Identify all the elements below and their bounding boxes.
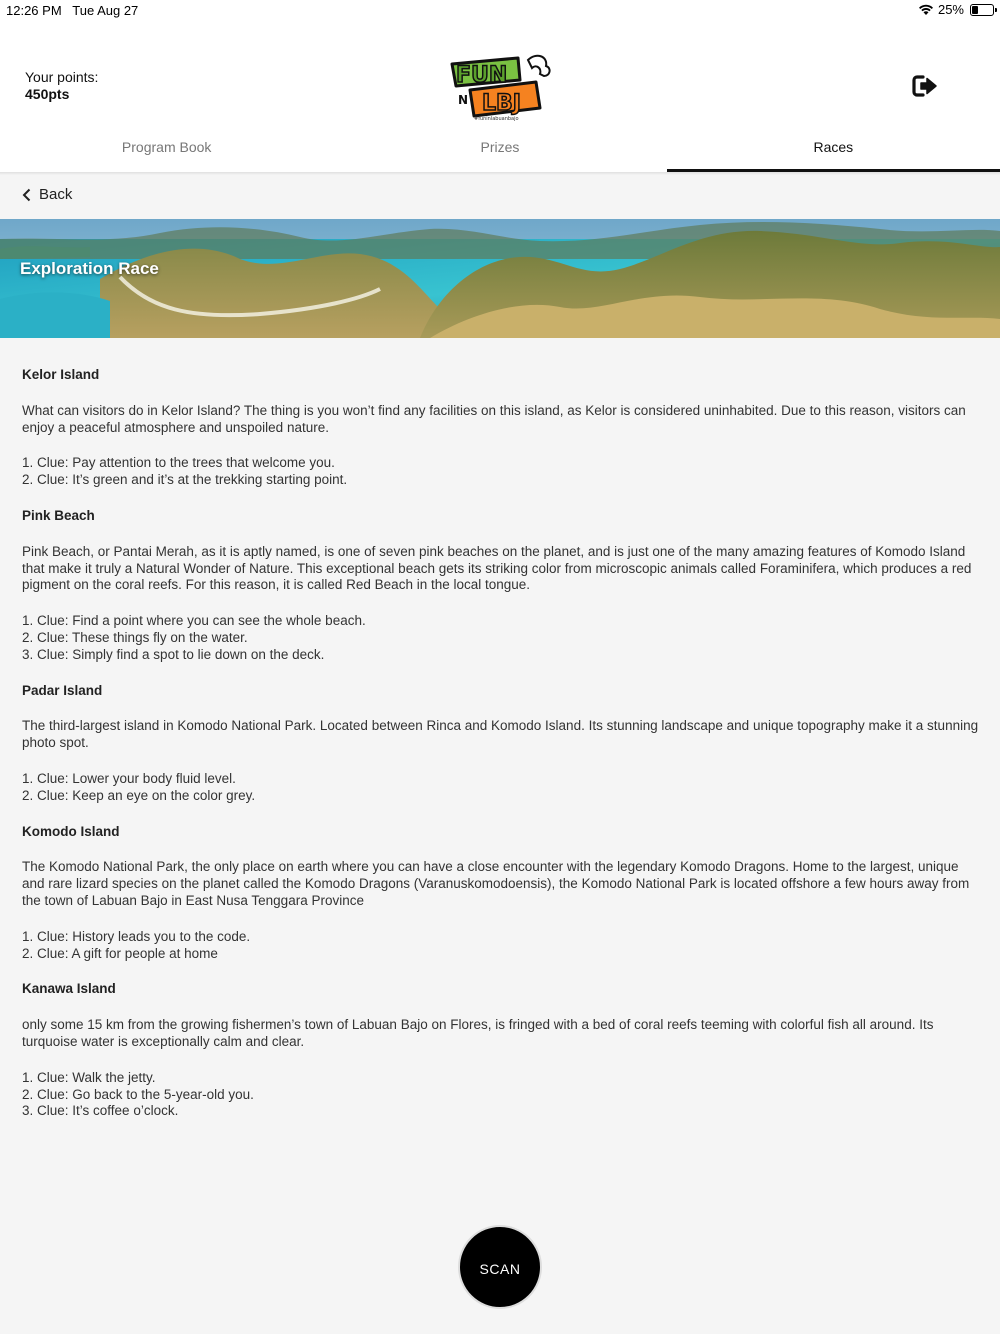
section-title: Pink Beach xyxy=(22,507,95,523)
clue-item: 2. Clue: A gift for people at home xyxy=(22,945,218,961)
svg-text:N: N xyxy=(458,93,469,107)
clue-list xyxy=(22,455,982,489)
clue-item: 1. Clue: History leads you to the code. xyxy=(22,928,251,944)
svg-text:FUN: FUN xyxy=(456,63,508,88)
clue-list xyxy=(22,613,982,663)
battery-icon xyxy=(970,4,994,16)
scan-button[interactable]: SCAN xyxy=(458,1225,542,1309)
banner-title: Exploration Race xyxy=(20,259,159,278)
points-value: 450pts xyxy=(25,86,70,102)
section-description: Pink Beach, or Pantai Merah, as it is aptly named, is one of seven pink beaches on the planet, and is just one of the many amazing features of Komodo Island that make it truly a Natural Wonder of Nature. This exceptional beach gets its striking color from microscopic animals called Foraminifera, which produces a red pigment on the coral reefs. For this reason, it is called Red Beach in the local tongue. xyxy=(22,543,972,593)
wifi-icon xyxy=(918,4,934,16)
section-kelor-island xyxy=(22,367,982,489)
section-pink-beach xyxy=(22,508,982,664)
clue-item: 2. Clue: Go back to the 5-year-old you. xyxy=(22,1086,254,1102)
tab-races[interactable]: Races xyxy=(667,126,1000,172)
clue-item: 2. Clue: Keep an eye on the color grey. xyxy=(22,787,256,803)
section-description: only some 15 km from the growing fishermen’s town of Labuan Bajo on Flores, is fringed with a bed of coral reefs teeming with colorful fish all around. Its turquoise water is exceptionally calm and clear. xyxy=(22,1017,934,1049)
back-button[interactable] xyxy=(22,186,72,203)
points-label: Your points: xyxy=(25,69,99,85)
section-title: Komodo Island xyxy=(22,823,120,839)
section-kanawa-island xyxy=(22,981,982,1120)
section-title: Kelor Island xyxy=(22,367,100,382)
status-right xyxy=(918,2,994,17)
race-banner xyxy=(0,219,1000,338)
clue-item: 1. Clue: Lower your body fluid level. xyxy=(22,770,236,786)
clue-item: 1. Clue: Walk the jetty. xyxy=(22,1069,156,1085)
clue-list xyxy=(22,1070,982,1120)
points-display xyxy=(25,69,98,103)
clue-item: 2. Clue: It’s green and it’s at the trekking starting point. xyxy=(22,472,348,488)
race-content xyxy=(22,367,982,1139)
clue-item: 3. Clue: Simply find a spot to lie down on the deck. xyxy=(22,646,325,662)
fun-lbj-logo xyxy=(448,50,552,122)
tab-bar xyxy=(0,126,1000,172)
section-description: The Komodo National Park, the only place on earth where you can have a close encounter with the legendary Komodo Dragons. Home to the largest, unique and rare lizard species on the planet called the Komodo Dragons (Varanuskomodoensis), the Komodo National Park is located offshore a few hours away from the town of Labuan Bajo in East Nusa Tenggara Province xyxy=(22,859,970,908)
battery-percent: 25% xyxy=(937,2,964,17)
tab-program-book[interactable]: Program Book xyxy=(121,139,212,155)
clue-item: 1. Clue: Pay attention to the trees that welcome you. xyxy=(22,455,335,471)
chevron-left-icon xyxy=(22,188,31,202)
section-title: Kanawa Island xyxy=(22,981,116,997)
clue-list xyxy=(22,771,982,805)
status-time: 12:26 PM Tue Aug 27 xyxy=(6,3,139,18)
section-description: The third-largest island in Komodo National Park. Located between Rinca and Komodo Island. Its stunning landscape and unique topography make it a stunning photo spot. xyxy=(22,718,979,751)
clue-item: 2. Clue: These things fly on the water. xyxy=(22,629,248,645)
clue-list xyxy=(22,929,982,963)
clue-item: 1. Clue: Find a point where you can see the whole beach. xyxy=(22,613,366,629)
logout-icon[interactable] xyxy=(912,74,938,98)
section-description: What can visitors do in Kelor Island? The thing is you won’t find any facilities on this island, as Kelor is considered uninhabited. Due to this reason, visitors can enjoy a peaceful atmosphere and unspoiled nature. xyxy=(22,402,966,435)
section-title: Padar Island xyxy=(22,682,103,698)
header-shadow xyxy=(0,172,1000,175)
section-padar-island xyxy=(22,683,982,805)
section-komodo-island xyxy=(22,824,982,963)
app-header xyxy=(0,22,1000,172)
status-bar xyxy=(0,0,1000,22)
svg-text:LBJ: LBJ xyxy=(482,91,521,116)
tab-prizes[interactable]: Prizes xyxy=(480,139,520,155)
clue-item: 3. Clue: It’s coffee o’clock. xyxy=(22,1103,179,1119)
svg-text:#funinlabuanbajo: #funinlabuanbajo xyxy=(474,116,519,122)
back-label: Back xyxy=(39,186,73,203)
